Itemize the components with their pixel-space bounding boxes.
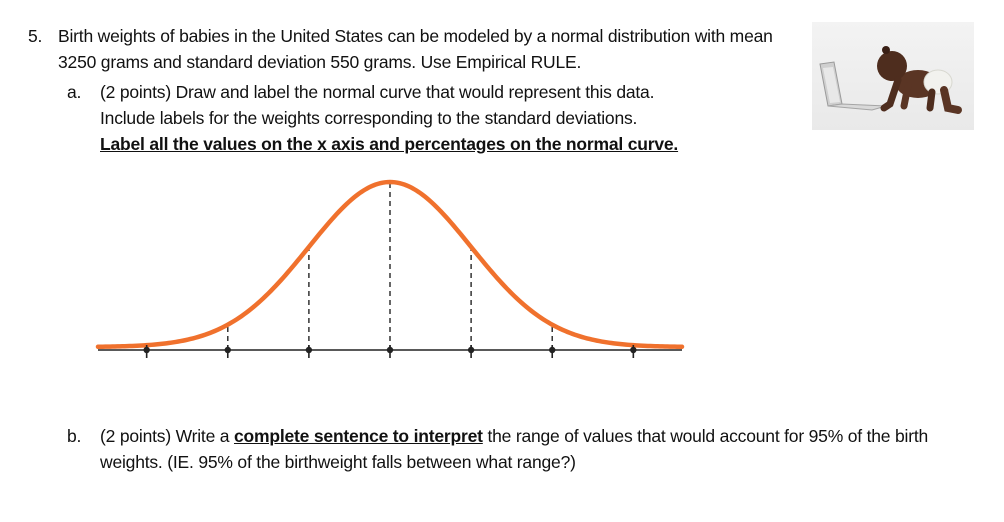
baby-with-laptop-photo: [812, 22, 974, 130]
x-tick-dot: [387, 347, 393, 353]
x-tick-1: [225, 345, 231, 358]
normal-curve-chart: [90, 170, 690, 370]
question-text-line-2: 3250 grams and standard deviation 550 grams. Use Empirical RULE.: [58, 52, 582, 72]
x-tick-dot: [468, 347, 474, 353]
x-tick-dot: [225, 347, 231, 353]
x-tick-dot: [306, 347, 312, 353]
part-a-text-line-2: Include labels for the weights corresponding to the standard deviations.: [100, 108, 638, 128]
x-tick-2: [306, 345, 312, 358]
question-number: 5.: [28, 26, 43, 46]
x-tick-dot: [549, 347, 555, 353]
part-a-emphasis: Label all the values on the x axis and percentages on the normal curve.: [100, 134, 679, 154]
dashed-verticals: [228, 184, 552, 350]
part-b-emphasis: complete sentence to interpret: [233, 426, 483, 446]
part-b-text-before: (2 points) Write a: [100, 426, 234, 446]
x-axis-ticks: [143, 345, 636, 358]
part-b-text-after: the range of values that would account for 95% of the birth: [482, 426, 929, 446]
x-tick-3: [387, 345, 393, 358]
question-text-line-1: Birth weights of babies in the United States can be modeled by a normal distribution with mean: [58, 26, 773, 46]
part-b-text-line-1: [100, 425, 928, 447]
baby-photo-illustration: [812, 22, 974, 130]
x-tick-dot: [143, 347, 149, 353]
part-a-text-line-1: (2 points) Draw and label the normal curve that would represent this data.: [100, 82, 655, 102]
x-tick-5: [549, 345, 555, 358]
part-a-marker: a.: [67, 82, 82, 102]
part-b-text-line-2: weights. (IE. 95% of the birthweight falls between what range?): [100, 452, 576, 472]
x-tick-4: [468, 345, 474, 358]
part-b-marker: b.: [67, 426, 82, 446]
x-tick-dot: [630, 347, 636, 353]
